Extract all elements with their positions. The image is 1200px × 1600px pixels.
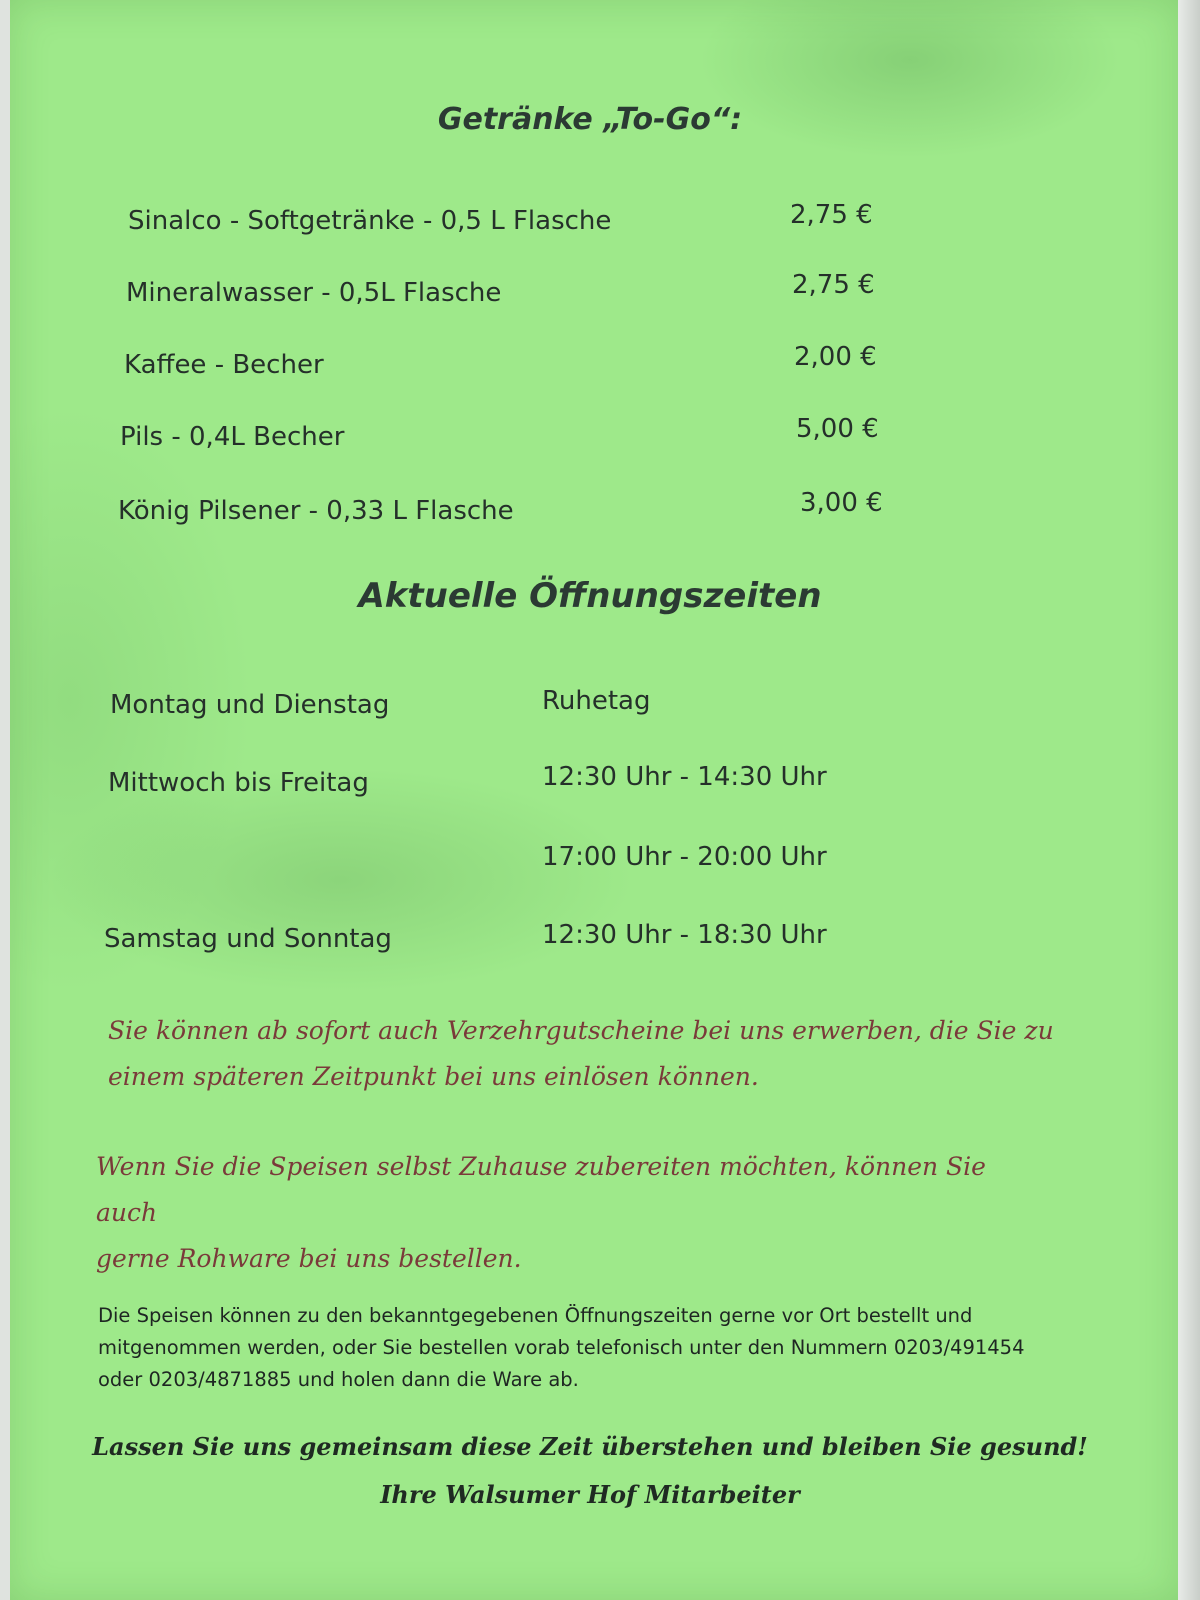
voucher-note-line: Sie können ab sofort auch Verzehrgutscheine bei uns erwerben, die Sie zu — [108, 1016, 1054, 1045]
drink-price: 2,75 € — [790, 200, 873, 230]
drink-name: Sinalco - Softgetränke - 0,5 L Flasche — [128, 206, 612, 236]
hours-time: 17:00 Uhr - 20:00 Uhr — [542, 842, 827, 872]
hours-day: Samstag und Sonntag — [104, 924, 392, 954]
hours-day: Montag und Dienstag — [110, 690, 390, 720]
drink-name: Kaffee - Becher — [124, 350, 324, 380]
sheet-edge — [1178, 0, 1200, 1600]
order-info-line: oder 0203/4871885 und holen dann die Ware ab. — [98, 1368, 579, 1391]
hours-time: 12:30 Uhr - 18:30 Uhr — [542, 920, 827, 950]
drink-price: 3,00 € — [800, 488, 883, 518]
hours-time: Ruhetag — [542, 686, 651, 716]
drinks-heading: Getränke „To-Go“: — [437, 102, 743, 137]
order-info-line: Die Speisen können zu den bekanntgegebenen Öffnungszeiten gerne vor Ort bestellt und — [98, 1304, 973, 1327]
drink-name: König Pilsener - 0,33 L Flasche — [118, 496, 514, 526]
hours-time: 12:30 Uhr - 14:30 Uhr — [542, 762, 827, 792]
menu-sheet — [10, 0, 1178, 1600]
voucher-note-line: einem späteren Zeitpunkt bei uns einlösen können. — [108, 1062, 759, 1091]
hours-day: Mittwoch bis Freitag — [108, 768, 369, 798]
drink-price: 5,00 € — [796, 414, 879, 444]
raw-goods-note-line: gerne Rohware bei uns bestellen. — [96, 1244, 522, 1273]
drink-name: Mineralwasser - 0,5L Flasche — [126, 278, 502, 308]
drink-price: 2,75 € — [792, 270, 875, 300]
closing-greeting: Lassen Sie uns gemeinsam diese Zeit überstehen und bleiben Sie gesund! — [92, 1432, 1088, 1461]
closing-signature: Ihre Walsumer Hof Mitarbeiter — [380, 1480, 800, 1509]
voucher-note — [108, 1008, 1058, 1100]
raw-goods-note — [96, 1144, 1046, 1282]
raw-goods-note-line: Wenn Sie die Speisen selbst Zuhause zubereiten möchten, können Sie auch — [96, 1152, 986, 1227]
drink-price: 2,00 € — [794, 342, 877, 372]
order-info-line: mitgenommen werden, oder Sie bestellen vorab telefonisch unter den Nummern 0203/491454 — [98, 1336, 1025, 1359]
opening-hours-heading: Aktuelle Öffnungszeiten — [358, 576, 822, 616]
drink-name: Pils - 0,4L Becher — [120, 422, 345, 452]
order-info — [98, 1300, 1058, 1396]
